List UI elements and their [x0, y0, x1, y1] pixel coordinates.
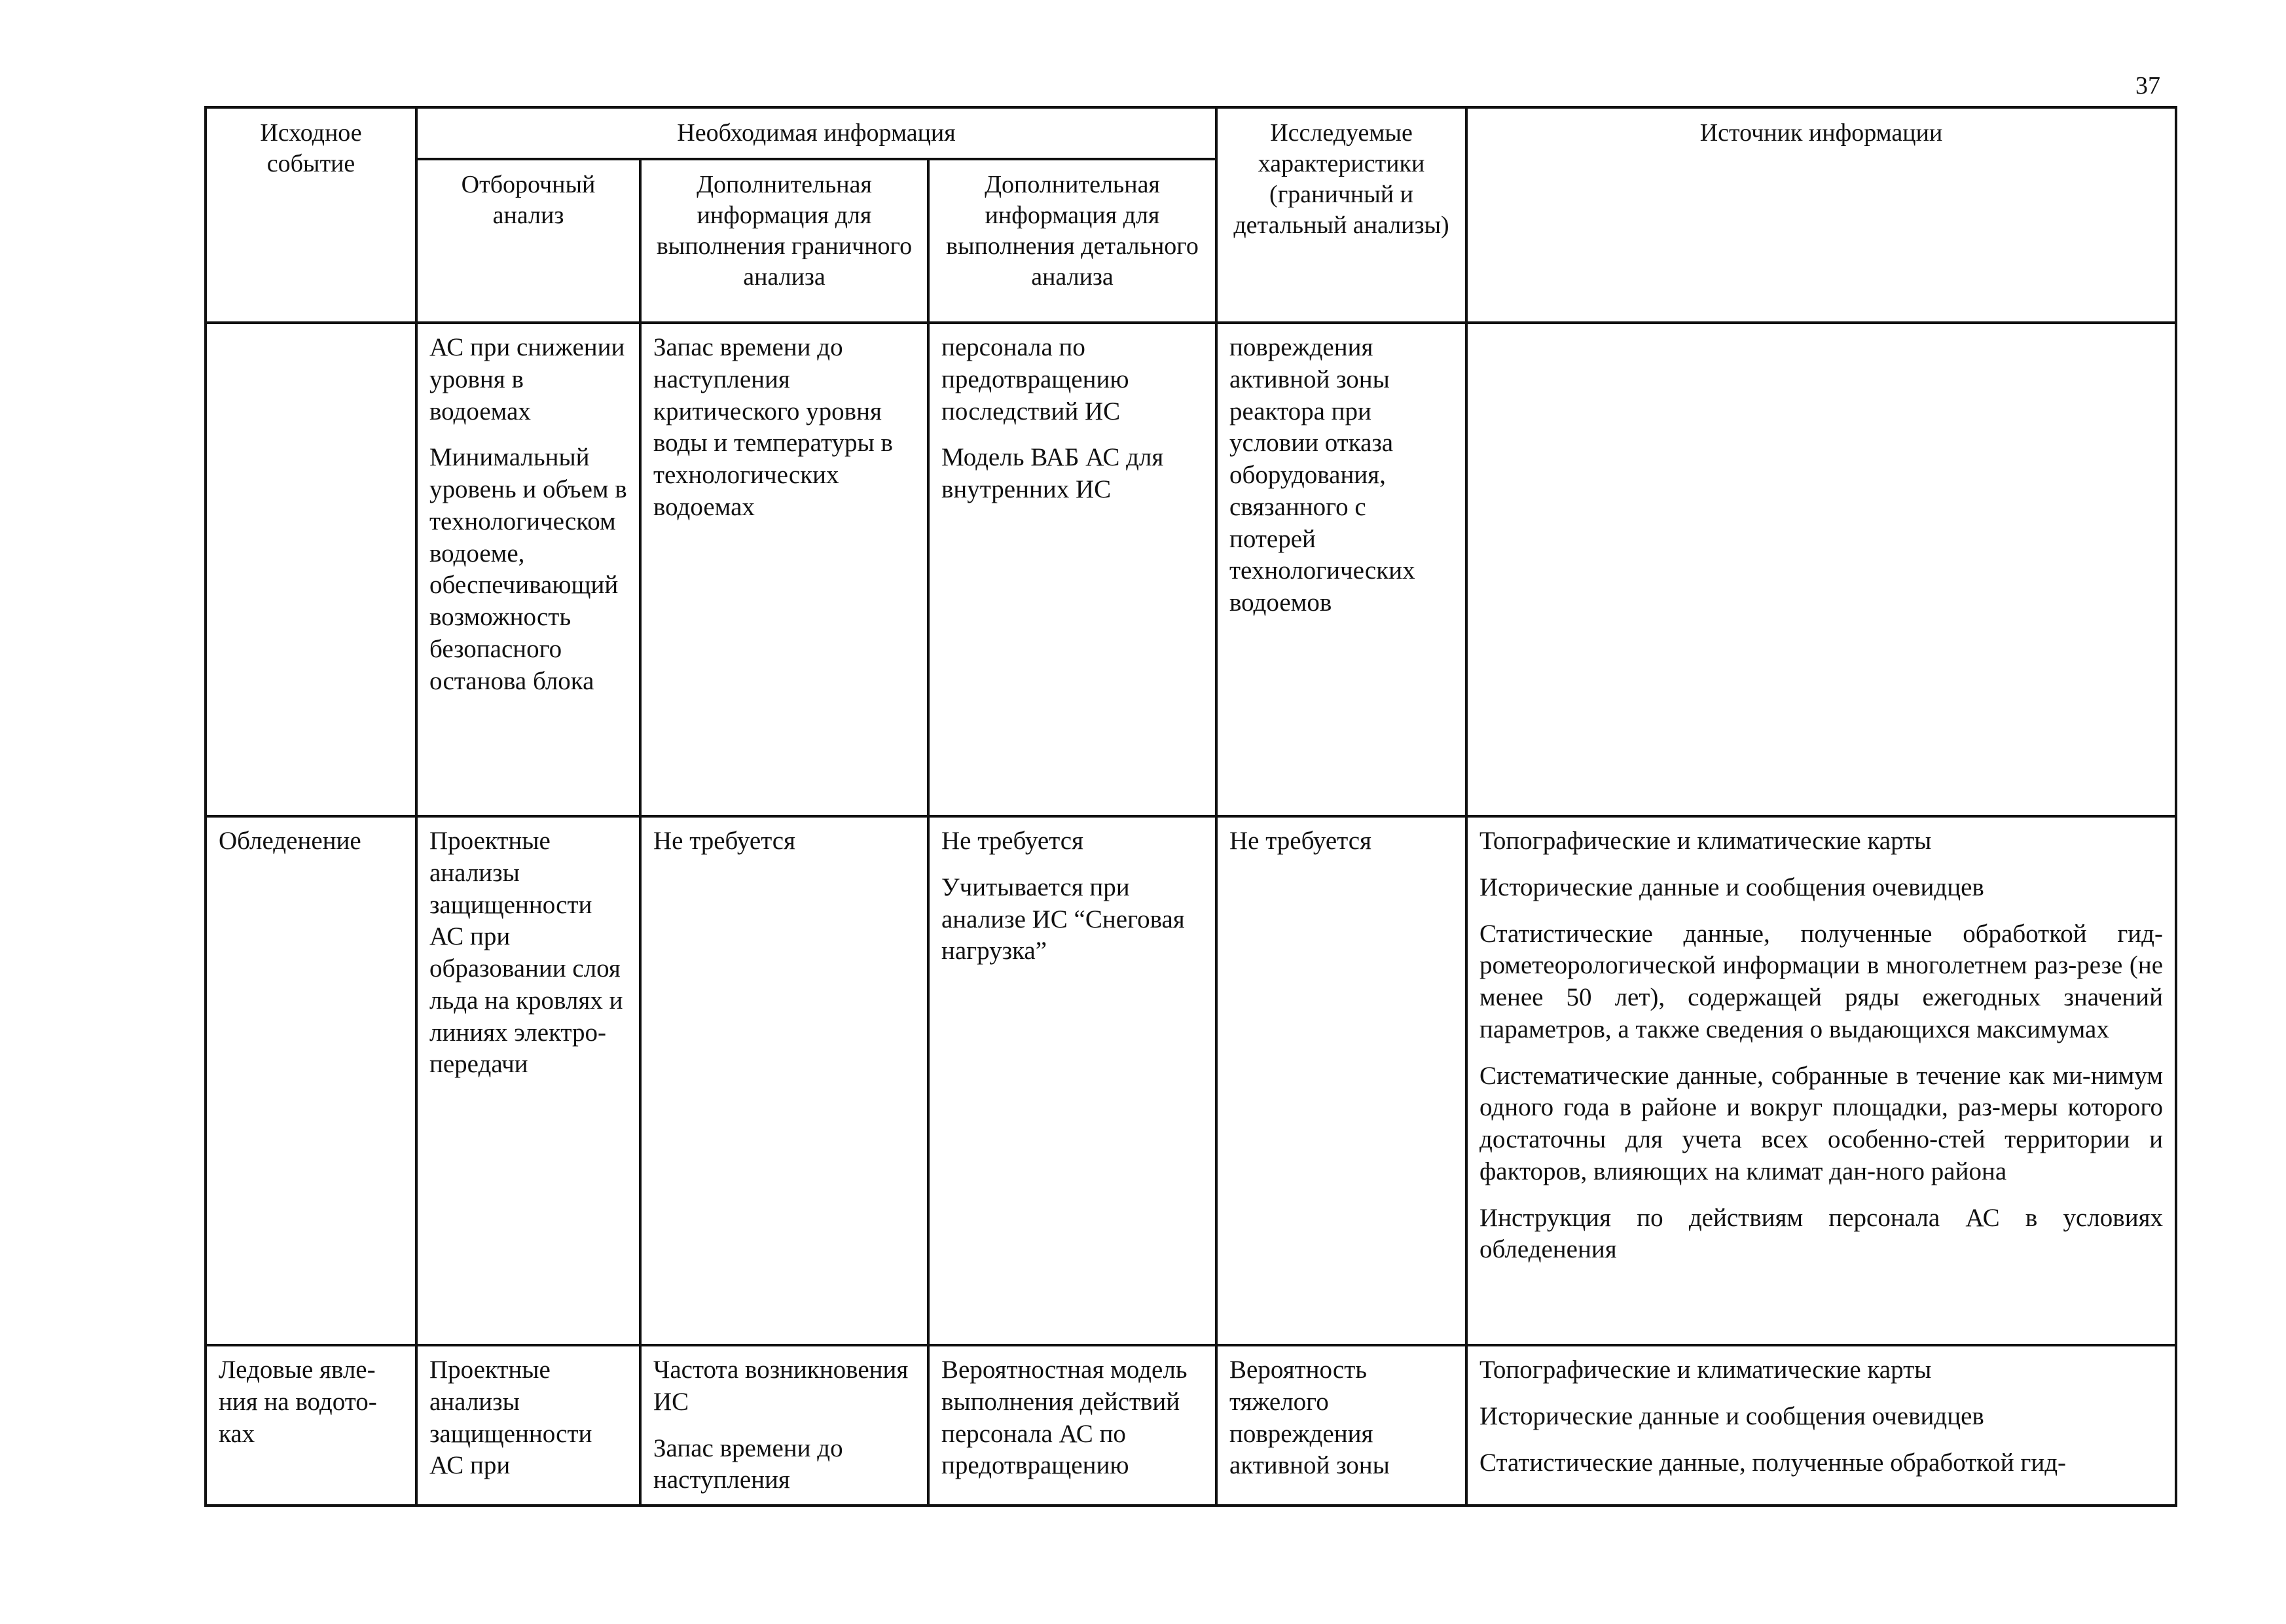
cell-screening	[416, 816, 640, 1345]
page-number: 37	[2135, 72, 2160, 99]
cell-detailed-paragraph: Учитывается при анализе ИС “Снеговая нагрузка”	[941, 873, 1185, 965]
cell-event	[206, 323, 416, 816]
cell-detailed-paragraph: Вероятностная модель выполнения действий персонала АС по предотвращению	[941, 1356, 1188, 1480]
cell-source-paragraph: Систематические данные, собранные в течение как ми-нимум одного года в районе и вокруг площадки, раз-меры которого достаточны для учета всех особенно-стей территории и факторов, влияющих на климат дан-ного района	[1479, 1061, 2164, 1185]
cell-characteristics-paragraph: Вероятность тяжелого повреждения активной зоны	[1229, 1356, 1390, 1480]
header-event: Исходное событие	[206, 107, 416, 323]
cell-characteristics	[1216, 816, 1466, 1345]
cell-source	[1466, 1345, 2176, 1506]
cell-boundary-paragraph: Не требуется	[653, 827, 795, 856]
cell-event: Ледовые явле-ния на водото-ках	[206, 1345, 416, 1506]
cell-boundary-paragraph: Запас времени до наступления	[653, 1434, 843, 1494]
cell-source-paragraph: Статистические данные, полученные обработкой гид-рометеорологической информации в многолетнем раз-резе (не менее 50 лет), содержащей ряды ежегодных значений параметров, а также сведения о выдающихся максимумах	[1479, 919, 2164, 1043]
header-characteristics: Исследуемые характеристики (граничный и детальный анализы)	[1216, 107, 1466, 323]
cell-characteristics	[1216, 1345, 1466, 1506]
cell-detailed-paragraph: Не требуется	[941, 827, 1083, 856]
cell-screening-paragraph: Проектные анализы защищенности АС при	[429, 1356, 592, 1480]
table-row-ice-on-rivers	[206, 1345, 2176, 1506]
cell-detailed-paragraph: Модель ВАБ АС для внутренних ИС	[941, 443, 1164, 504]
cell-boundary-paragraph: Частота возникновения ИС	[653, 1356, 909, 1416]
cell-boundary	[640, 323, 928, 816]
requirements-table	[204, 106, 2177, 1507]
cell-characteristics	[1216, 323, 1466, 816]
header-row	[206, 107, 2176, 159]
cell-source-paragraph: Инструкция по действиям персонала АС в условиях обледенения	[1479, 1203, 2164, 1264]
cell-characteristics-paragraph: Не требуется	[1229, 827, 1371, 856]
cell-detailed	[928, 1345, 1216, 1506]
cell-detailed	[928, 816, 1216, 1345]
cell-screening-paragraph: Минимальный уровень и объем в технологическом водоеме, обеспечивающий возможность безопасного останова блока	[429, 443, 627, 695]
cell-screening	[416, 323, 640, 816]
cell-source	[1466, 323, 2176, 816]
header-source: Источник информации	[1466, 107, 2176, 323]
cell-characteristics-paragraph: повреждения активной зоны реактора при условии отказа оборудования, связанного с потерей технологических водоемов	[1229, 333, 1415, 617]
cell-screening-paragraph: АС при снижении уровня в водоемах	[429, 333, 625, 425]
cell-boundary	[640, 1345, 928, 1506]
cell-source-paragraph: Исторические данные и сообщения очевидцев	[1479, 873, 1984, 901]
table-row-icing	[206, 816, 2176, 1345]
table-row-continuation	[206, 323, 2176, 816]
cell-source-paragraph: Топографические и климатические карты	[1479, 827, 1932, 856]
cell-source-paragraph: Исторические данные и сообщения очевидцев	[1479, 1401, 1984, 1430]
cell-source-paragraph: Статистические данные, полученные обработкой гид-	[1479, 1448, 2067, 1477]
cell-detailed-paragraph: персонала по предотвращению последствий ИС	[941, 333, 1129, 425]
cell-event: Обледенение	[206, 816, 416, 1345]
cell-boundary	[640, 816, 928, 1345]
header-detailed: Дополнительная информация для выполнения детального анализа	[928, 159, 1216, 323]
cell-source	[1466, 816, 2176, 1345]
header-boundary: Дополнительная информация для выполнения граничного анализа	[640, 159, 928, 323]
cell-boundary-paragraph: Запас времени до наступления критического уровня воды и температуры в технологических водоемах	[653, 333, 893, 521]
cell-screening	[416, 1345, 640, 1506]
cell-detailed	[928, 323, 1216, 816]
cell-screening-paragraph: Проектные анализы защищенности АС при образовании слоя льда на кровлях и линиях электро-передачи	[429, 827, 623, 1079]
header-screening: Отборочный анализ	[416, 159, 640, 323]
header-required-info: Необходимая информация	[416, 107, 1216, 159]
cell-source-paragraph: Топографические и климатические карты	[1479, 1356, 1932, 1384]
